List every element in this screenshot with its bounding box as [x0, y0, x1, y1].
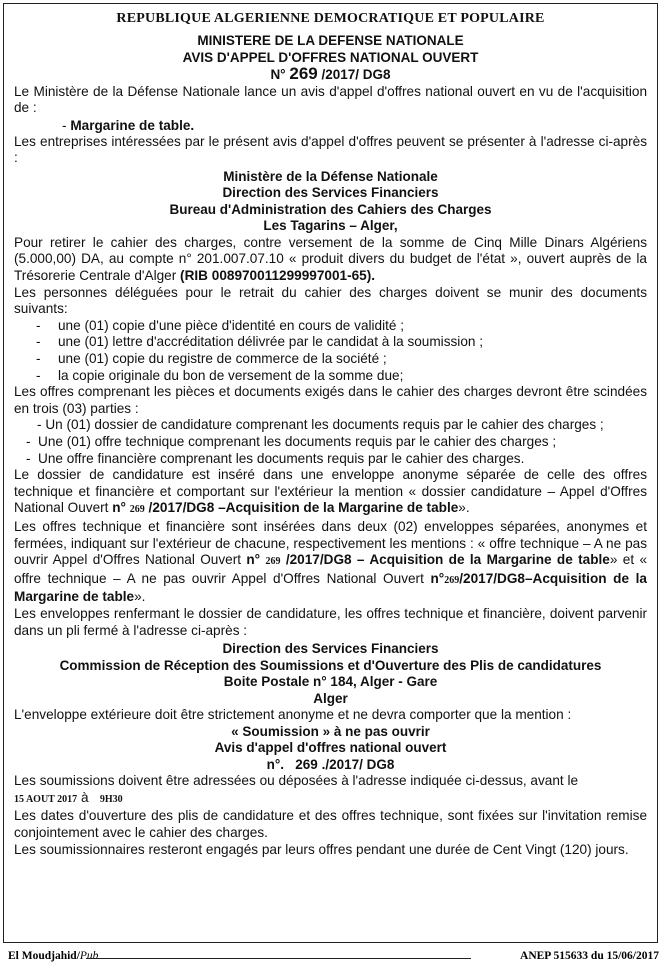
- address-1-line-4: Les Tagarins – Alger,: [263, 218, 398, 234]
- notice-heading: AVIS D'APPEL D'OFFRES NATIONAL OUVERT: [182, 49, 479, 65]
- outer-envelope-paragraph: L'enveloppe extérieure doit être strictement anonyme et ne devra comporter que la mention :: [14, 707, 572, 723]
- offers-paragraph: Les offres comprenant les pièces et documents exigés dans le cahier des charges devront être scindées en trois (03) parties :: [14, 384, 647, 416]
- notice-number: N° 269 /2017/ DG8: [270, 64, 391, 83]
- documents-list: [14, 318, 647, 384]
- presentation-paragraph: Les entreprises intéressées par le présent avis d'appel d'offres peuvent se présenter à l'adresse ci-après :: [14, 133, 647, 166]
- mention-line-1: « Soumission » à ne pas ouvrir: [231, 723, 430, 739]
- address-1-line-2: Direction des Services Financiers: [222, 185, 439, 201]
- mention-line-2: Avis d'appel d'offres national ouvert: [214, 740, 447, 756]
- address-2-line-2: Commission de Réception des Soumissions et d'Ouverture des Plis de candidatures: [59, 657, 602, 673]
- send-paragraph: Les enveloppes renfermant le dossier de candidature, les offres technique et financière, doivent parvenir dans un pli fermé à l'adresse ci-après :: [14, 605, 647, 638]
- envelopes-paragraph: Les offres technique et financière sont insérées dans deux (02) enveloppes séparées, anonymes et fermées, indiquant sur l'extérieur de chacune, respectivement les mentions : « offre technique – A ne pas ouvrir Appel d'Offres National Ouvert n° 269 /2017/DG8 – Acquisition de la Margarine de table» et « offre technique – A ne pas ouvrir Appel d'Offres National Ouvert n°269/2017/DG8–Acquisition de la Margarine de table».: [14, 518, 647, 605]
- list-item: - une (01) copie d'une pièce d'identité en cours de validité ;: [14, 318, 647, 335]
- republic-heading: REPUBLIQUE ALGERIENNE DEMOCRATIQUE ET POPULAIRE: [116, 11, 545, 26]
- address-1-line-3: Bureau d'Administration des Cahiers des Charges: [169, 201, 492, 217]
- delegates-paragraph: Les personnes déléguées pour le retrait du cahier des charges doivent se munir des documents suivants:: [14, 284, 647, 317]
- acquisition-item: - Margarine de table.: [62, 117, 195, 133]
- list-item: - Une (01) offre technique comprenant les documents requis par le cahier des charges ;: [14, 434, 647, 451]
- deadline-date: 15 AOUT 2017: [14, 793, 78, 805]
- footer-divider: [86, 958, 471, 959]
- footer: [8, 950, 659, 966]
- ministry-heading: MINISTERE DE LA DEFENSE NATIONALE: [197, 33, 464, 48]
- address-2-line-1: Direction des Services Financiers: [222, 641, 439, 657]
- newspaper-credit: El Moudjahid/Pub: [8, 950, 99, 962]
- list-item: - une (01) copie du registre de commerce de la société ;: [14, 351, 647, 368]
- list-item: - une (01) lettre d'accréditation délivrée par le candidat à la soumission ;: [14, 334, 647, 351]
- deadline-time: 9H30: [99, 793, 123, 805]
- engagement-paragraph: Les soumissionnaires resteront engagés par leurs offres pendant une durée de Cent Vingt (120) jours.: [14, 841, 629, 857]
- deadline-paragraph: Les soumissions doivent être adressées ou déposées à l'adresse indiquée ci-dessus, avant le 15 AOUT 2017 à 9H30: [14, 773, 579, 805]
- rib: (RIB 008970011299997001-65).: [180, 268, 376, 284]
- intro-paragraph: Le Ministère de la Défense Nationale lance un avis d'appel d'offres national ouvert en vu de l'acquisition de :: [14, 83, 647, 116]
- address-1-line-1: Ministère de la Défense Nationale: [223, 168, 438, 184]
- parts-list: [14, 417, 647, 467]
- mention-line-3: n°. 269 ./2017/ DG8: [266, 756, 395, 772]
- address-2-line-4: Alger: [313, 690, 348, 706]
- list-item: - la copie originale du bon de versement de la somme due;: [14, 368, 647, 385]
- dossier-paragraph: Le dossier de candidature est inséré dans une enveloppe anonyme séparée de celle des offres technique et financière et comportant sur l'extérieur la mention « dossier candidature – Appel d'Offres National Ouvert n° 269 /2017/DG8 –Acquisition de la Margarine de table».: [14, 467, 647, 516]
- list-item: - Une offre financière comprenant les documents requis par le cahier des charges.: [14, 451, 647, 468]
- list-item: - Un (01) dossier de candidature comprenant les documents requis par le cahier des charges ;: [37, 417, 604, 433]
- tender-notice: [3, 3, 658, 943]
- anep-reference: ANEP 515633 du 15/06/2017: [520, 950, 659, 962]
- address-2-line-3: Boite Postale n° 184, Alger - Gare: [223, 674, 438, 690]
- withdraw-paragraph: Pour retirer le cahier des charges, contre versement de la somme de Cinq Mille Dinars Algériens (5.000,00) DA, au compte n° 201.007.07.10 « produit divers du budget de l'état », ouvert auprès de la Trésorerie Centrale d'Alger (RIB 008970011299997001-65).: [14, 234, 647, 284]
- opening-paragraph: Les dates d'ouverture des plis de candidature et des offres technique, sont fixées sur l'invitation remise conjointement avec le cahier des charges.: [14, 808, 647, 840]
